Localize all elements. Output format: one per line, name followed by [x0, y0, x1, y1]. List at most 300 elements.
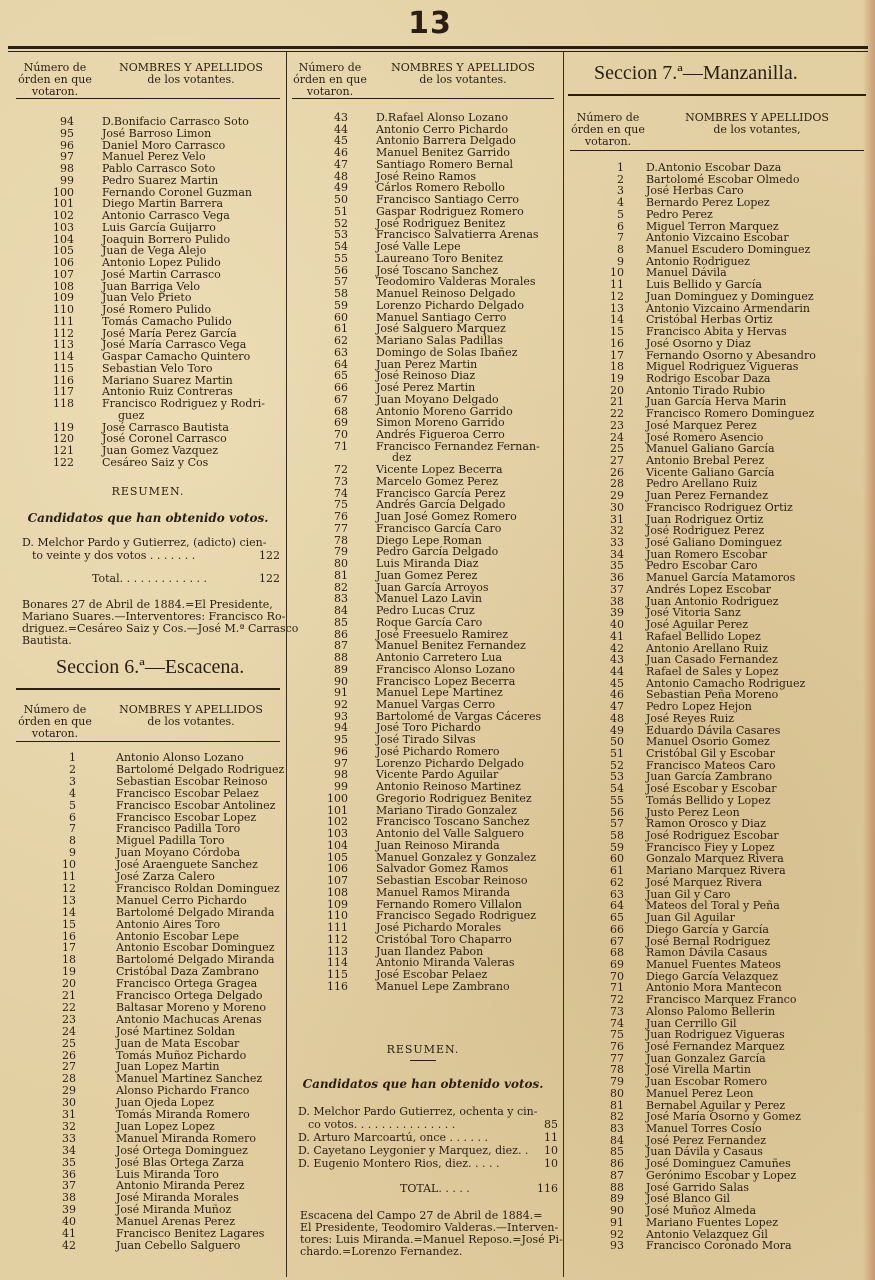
voter-order-number: 56	[334, 263, 348, 277]
voter-order-number: 31	[610, 512, 624, 526]
voter-name: Antonio Moreno Garrido	[376, 404, 513, 418]
voter-row	[292, 840, 558, 852]
voter-name: Bernardo Perez Lopez	[646, 196, 770, 210]
voter-row	[570, 584, 866, 596]
voter-order-number: 58	[334, 287, 348, 301]
voter-order-number: 102	[327, 815, 348, 829]
voter-name: José Araenguete Sanchez	[116, 858, 258, 872]
voter-row	[16, 788, 286, 800]
voter-name: guez	[118, 408, 145, 422]
voter-name: Manuel Benitez Garrido	[376, 146, 510, 160]
voter-order-number: 92	[610, 1227, 624, 1241]
voter-order-number: 36	[610, 571, 624, 585]
voter-row	[292, 617, 558, 629]
voter-name: Sebastian Escobar Reinoso	[376, 874, 528, 888]
voter-order-number: 22	[62, 1000, 76, 1014]
voter-order-number: 39	[610, 606, 624, 620]
voter-row	[570, 877, 866, 889]
voter-name: Antonio Machucas Arenas	[116, 1012, 262, 1026]
voter-order-number: 21	[62, 989, 76, 1002]
voter-name: Manuel Escudero Dominguez	[646, 243, 811, 257]
voter-order-number: 103	[327, 827, 348, 841]
voter-order-number: 109	[327, 897, 348, 911]
voter-order-number: 67	[334, 392, 348, 406]
voter-name: Juan Perez Martin	[376, 357, 478, 371]
voter-name: Manuel Martinez Sanchez	[116, 1072, 263, 1086]
voter-order-number: 2	[69, 762, 76, 776]
voter-order-number: 64	[610, 899, 624, 913]
voter-order-number: 44	[334, 122, 348, 136]
voter-order-number: 4	[69, 786, 76, 800]
voter-order-number: 52	[610, 758, 624, 772]
voter-name: José Zarza Calero	[116, 870, 215, 883]
voter-name: José Coronel Carrasco	[102, 432, 227, 446]
voter-name: Francisco Rodriguez Ortiz	[646, 500, 793, 514]
voter-order-number: 57	[334, 275, 348, 289]
column-divider	[286, 52, 287, 1277]
voter-order-number: 94	[334, 721, 348, 735]
voter-order-number: 2	[617, 172, 624, 186]
voter-name: Antonio Rodriguez	[646, 254, 750, 268]
voter-name: Francisco Fernandez Fernan-	[376, 439, 540, 453]
voter-name: José Marquez Perez	[646, 418, 757, 432]
voter-order-number: 4	[617, 196, 624, 210]
voter-name: Antonio Vizcaino Escobar	[646, 231, 789, 245]
voter-name: Francisco Padilla Toro	[116, 822, 241, 836]
voter-name: Tomás Miranda Romero	[116, 1108, 250, 1121]
voter-order-number: 49	[610, 723, 624, 737]
voter-row	[16, 1121, 286, 1133]
voter-order-number: 59	[334, 298, 348, 312]
voter-order-number: 63	[610, 887, 624, 901]
voter-order-number: 42	[610, 641, 624, 655]
voter-row	[292, 934, 558, 946]
voter-name: José Barroso Limon	[102, 126, 212, 140]
voter-order-number: 79	[610, 1075, 624, 1089]
voter-order-number: 53	[334, 228, 348, 242]
voter-name: Antonio Alonso Lozano	[116, 751, 244, 764]
voter-order-number: 3	[69, 774, 76, 788]
voter-order-number: 101	[53, 197, 74, 211]
voter-row	[570, 666, 866, 678]
voter-name: D.Antonio Escobar Daza	[646, 161, 782, 174]
voter-row	[16, 764, 286, 776]
voter-order-number: 6	[69, 810, 76, 824]
voter-name: Antonio Escobar Dominguez	[116, 941, 275, 955]
voter-name: Francisco Ortega Delgado	[116, 989, 263, 1002]
voter-name: Mateos del Toral y Peña	[646, 899, 780, 913]
voter-order-number: 80	[334, 557, 348, 571]
voter-order-number: 55	[334, 251, 348, 265]
voter-name: Tomás Muñoz Pichardo	[116, 1048, 247, 1062]
voter-name: Andrés Figueroa Cerro	[376, 427, 505, 441]
voter-name: José Reino Ramos	[376, 169, 476, 183]
voter-name: Manuel Gonzalez y Gonzalez	[376, 850, 537, 864]
voter-name: Marcelo Gomez Perez	[376, 474, 499, 488]
voter-name: Manuel Ramos Miranda	[376, 885, 511, 899]
voter-name: José Salguero Marquez	[376, 322, 506, 336]
voter-name: Roque García Caro	[376, 615, 483, 629]
voter-row	[570, 373, 866, 385]
voter-name: Mariano Fuentes Lopez	[646, 1215, 779, 1229]
voter-order-number: 116	[53, 373, 74, 387]
voter-name: Francisco Roldan Dominguez	[116, 881, 280, 895]
voter-name: Juan Ilandez Pabon	[376, 944, 484, 958]
voter-name: Juan Gomez Vazquez	[102, 444, 218, 457]
voter-order-number: 41	[610, 629, 624, 643]
voter-name: Antonio Carrasco Vega	[102, 209, 230, 222]
voter-name: José Pichardo Romero	[376, 744, 500, 758]
voter-name: Diego García y García	[646, 922, 769, 936]
voter-order-number: 112	[327, 932, 348, 946]
voter-order-number: 24	[610, 430, 624, 444]
resumen-heading-2: RESUMEN.	[386, 1043, 460, 1056]
voter-name: Juan Gil Aguilar	[646, 911, 735, 925]
voter-order-number: 92	[334, 698, 348, 711]
voter-row	[570, 1088, 866, 1100]
voter-name: Rodrigo Escobar Daza	[646, 371, 771, 385]
voter-order-number: 26	[610, 465, 624, 479]
voter-name: Antonio Brebal Perez	[646, 454, 765, 467]
voter-row	[16, 1133, 286, 1145]
voter-row	[292, 429, 558, 441]
voter-order-number: 56	[610, 805, 624, 819]
voter-name: José Vitoria Sanz	[646, 606, 741, 620]
voter-name: Mariano Suarez Martin	[102, 373, 233, 387]
voter-name: Lorenzo Pichardo Delgado	[376, 298, 524, 312]
voter-row	[16, 316, 286, 328]
voter-row	[292, 394, 558, 406]
voter-name: Antonio del Valle Salguero	[376, 827, 525, 841]
voter-order-number: 43	[610, 653, 624, 667]
voter-name: Manuel Perez Leon	[646, 1086, 754, 1100]
voter-order-number: 52	[334, 216, 348, 230]
voter-order-number: 61	[610, 864, 624, 878]
voter-name: Manuel Benitez Fernandez	[376, 639, 526, 653]
candidate-line: D. Eugenio Montero Rios, diez. . . . . 10	[298, 1157, 558, 1170]
voter-order-number: 111	[53, 314, 74, 328]
voter-order-number: 71	[610, 981, 624, 995]
voter-name: José Tirado Silvas	[376, 733, 476, 747]
voter-order-number: 105	[53, 244, 74, 258]
voter-row	[292, 664, 558, 676]
voter-order-number: 30	[62, 1096, 76, 1110]
voter-order-number: 28	[62, 1072, 76, 1086]
voter-row	[16, 1014, 286, 1026]
voter-order-number: 98	[334, 768, 348, 782]
voter-order-number: 116	[327, 979, 348, 993]
voter-order-number: 32	[610, 524, 624, 538]
voter-order-number: 104	[53, 232, 74, 246]
voter-order-number: 98	[60, 162, 74, 175]
voter-order-number: 69	[610, 957, 624, 971]
voter-order-number: 107	[53, 267, 74, 281]
voter-name: Cárlos Romero Rebollo	[376, 181, 505, 195]
voter-name: Manuel Torres Cosío	[646, 1122, 762, 1136]
voter-order-number: 55	[610, 793, 624, 807]
voter-order-number: 20	[62, 977, 76, 991]
voter-order-number: 15	[610, 325, 624, 339]
voter-order-number: 85	[334, 615, 348, 629]
voter-name: Manuel García Matamoros	[646, 571, 796, 585]
voter-row	[570, 338, 866, 350]
voter-order-number: 45	[610, 676, 624, 690]
voter-order-number: 78	[334, 533, 348, 547]
voter-name: José Reyes Ruiz	[646, 711, 735, 725]
voter-name: Gonzalo Marquez Rivera	[646, 852, 784, 866]
voter-name: Francisco Salvatierra Arenas	[376, 228, 539, 242]
closing-note: Bonares 27 de Abril de 1884.=El Presidente,	[22, 598, 273, 611]
voter-row	[16, 398, 286, 410]
voter-name: Gerónimo Escobar y Lopez	[646, 1168, 797, 1182]
voter-order-number: 50	[610, 735, 624, 749]
voter-order-number: 17	[610, 348, 624, 362]
voter-row	[570, 197, 866, 209]
voter-name: Simon Moreno Garrido	[376, 416, 505, 430]
voter-name: Juan Dominguez y Dominguez	[646, 289, 814, 303]
top-rule	[8, 46, 868, 49]
voter-name: Francisco Romero Dominguez	[646, 407, 815, 421]
voter-order-number: 62	[334, 334, 348, 348]
voter-order-number: 74	[334, 486, 348, 500]
voter-order-number: 51	[334, 204, 348, 218]
voter-order-number: 100	[327, 791, 348, 805]
voter-name: Bartolomé Delgado Miranda	[116, 905, 275, 919]
voter-row	[16, 1026, 286, 1038]
voter-order-number: 25	[610, 442, 624, 456]
voter-order-number: 27	[610, 454, 624, 467]
voter-name: José Rodriguez Perez	[646, 524, 765, 538]
voter-order-number: 122	[53, 455, 74, 469]
voter-order-number: 112	[53, 326, 74, 340]
voter-order-number: 21	[610, 395, 624, 409]
voter-name: Francisco Abita y Hervas	[646, 325, 787, 339]
voter-name: Juan Cebello Salguero	[116, 1238, 241, 1252]
voter-name: Cristóbal Herbas Ortiz	[646, 313, 773, 327]
voter-order-number: 76	[334, 510, 348, 524]
voter-order-number: 74	[610, 1016, 624, 1030]
voter-order-number: 115	[53, 361, 74, 375]
voter-order-number: 72	[334, 463, 348, 477]
voter-order-number: 88	[610, 1180, 624, 1194]
voter-name: Francisco Segado Rodriguez	[376, 909, 537, 923]
voter-order-number: 20	[610, 383, 624, 397]
voter-order-number: 26	[62, 1048, 76, 1062]
voter-order-number: 32	[62, 1119, 76, 1133]
voter-order-number: 82	[610, 1110, 624, 1124]
closing-note: driguez.=Cesáreo Saiz y Cos.—José M.ª Carrasco	[22, 622, 299, 635]
closing-note: Mariano Suares.—Interventores: Francisco Ro-	[22, 610, 286, 623]
voter-order-number: 86	[610, 1157, 624, 1171]
voter-order-number: 33	[62, 1131, 76, 1145]
voter-row	[16, 222, 286, 234]
voter-name: José Rodriguez Escobar	[646, 829, 779, 843]
voter-order-number: 38	[610, 594, 624, 608]
voter-name: José Perez Fernandez	[646, 1133, 767, 1147]
voter-name: Antonio Mora Mantecon	[646, 981, 782, 995]
voter-order-number: 70	[610, 969, 624, 983]
voter-name: José Aguilar Perez	[646, 618, 749, 632]
voter-order-number: 114	[53, 350, 74, 363]
voter-order-number: 67	[610, 934, 624, 948]
voter-row	[16, 1038, 286, 1050]
voter-order-number: 100	[53, 185, 74, 199]
voter-name: Francisco García Perez	[376, 486, 506, 500]
voter-order-number: 37	[610, 582, 624, 596]
voter-order-number: 10	[610, 266, 624, 280]
voter-order-number: 70	[334, 427, 348, 441]
voter-order-number: 77	[334, 521, 348, 535]
voter-name: José Virella Martin	[646, 1063, 751, 1077]
voter-row	[16, 1145, 286, 1157]
voter-name: Bernabel Aguilar y Perez	[646, 1098, 786, 1112]
voter-name: Andrés Lopez Escobar	[646, 582, 772, 596]
voter-name: José Miranda Muñoz	[116, 1203, 232, 1217]
voter-name: Manuel Fuentes Mateos	[646, 957, 781, 971]
voter-order-number: 37	[62, 1179, 76, 1193]
total-line: Total. . . . . . . . . . . . . 122	[92, 572, 280, 585]
voter-name: Francisco Lopez Becerra	[376, 674, 516, 688]
voter-order-number: 15	[62, 917, 76, 931]
voter-row	[570, 713, 866, 725]
voter-order-number: 40	[62, 1215, 76, 1229]
voter-name: Teodomiro Valderas Morales	[376, 275, 536, 289]
column-divider	[563, 52, 564, 1277]
voter-order-number: 44	[610, 664, 624, 678]
voter-row	[292, 159, 558, 171]
voter-name: Juan Gonzalez García	[646, 1051, 766, 1065]
voter-name: Miguel Rodriguez Vigueras	[646, 360, 799, 374]
voter-order-number: 59	[610, 840, 624, 854]
voter-order-number: 97	[60, 150, 74, 164]
voter-name: Justo Perez Leon	[646, 805, 740, 819]
voter-order-number: 12	[62, 881, 76, 895]
voter-name: Laureano Toro Benitez	[376, 251, 503, 265]
voter-order-number: 25	[62, 1036, 76, 1050]
voter-name: Bartolomé Delgado Rodriguez	[116, 762, 285, 776]
voter-name: Juan de Vega Alejo	[102, 244, 207, 258]
candidate-line: D. Cayetano Leygonier y Marquez, diez. . 10	[298, 1144, 558, 1157]
voter-order-number: 31	[62, 1108, 76, 1121]
voter-order-number: 110	[53, 303, 74, 316]
voter-order-number: 9	[617, 254, 624, 268]
closing-note-2: Escacena del Campo 27 de Abril de 1884.=	[300, 1209, 543, 1222]
voter-order-number: 78	[610, 1063, 624, 1077]
col1-header-names: NOMBRES Y APELLIDOS de los votantes.	[119, 61, 263, 86]
voter-order-number: 82	[334, 580, 348, 594]
voter-row	[570, 209, 866, 221]
voter-name: Juan García Herva Marin	[646, 395, 787, 409]
voter-name: Manuel Galiano García	[646, 442, 775, 456]
voter-name: Pedro Arellano Ruiz	[646, 477, 758, 491]
voter-name: Gaspar Camacho Quintero	[102, 350, 251, 363]
voter-order-number: 119	[53, 420, 74, 434]
voter-order-number: 45	[334, 134, 348, 148]
voter-row	[16, 269, 286, 281]
voter-name: José Bernal Rodriguez	[646, 934, 771, 948]
voter-order-number: 114	[327, 956, 348, 970]
voter-order-number: 47	[610, 700, 624, 714]
voter-order-number: 48	[610, 711, 624, 725]
voter-row	[292, 523, 558, 535]
candidate-line: D. Arturo Marcoartú, once . . . . . . 11	[298, 1131, 558, 1144]
voter-name: Juan Rodriguez Ortiz	[646, 512, 764, 526]
voter-name: Juan Moyano Córdoba	[116, 846, 241, 860]
voter-name: Sebastian Peña Moreno	[646, 688, 779, 702]
voter-order-number: 47	[334, 157, 348, 171]
voter-row	[16, 175, 286, 187]
voter-name: Vicente Lopez Becerra	[376, 463, 503, 477]
voter-order-number: 39	[62, 1203, 76, 1217]
voter-name: D.Rafael Alonso Lozano	[376, 111, 509, 124]
voter-name: Alonso Palomo Bellerin	[646, 1004, 776, 1018]
voter-name: Mariano Marquez Rivera	[646, 864, 786, 878]
voter-name: José Romero Pulido	[102, 303, 212, 316]
section-rule	[16, 688, 280, 690]
voter-name: Antonio Vizcaino Armendarin	[646, 301, 810, 315]
voter-order-number: 110	[327, 909, 348, 923]
voter-name: Antonio Reinoso Martinez	[376, 780, 521, 794]
voter-order-number: 46	[610, 688, 624, 702]
top-rule-thin	[8, 51, 868, 52]
voter-order-number: 87	[610, 1168, 624, 1182]
col2-header-rule	[292, 98, 554, 99]
voter-name: Fernando Osorno y Abesandro	[646, 348, 816, 362]
voter-row	[16, 1002, 286, 1014]
voter-name: Juan Ojeda Lopez	[116, 1096, 214, 1110]
voter-order-number: 46	[334, 146, 348, 160]
voter-order-number: 5	[617, 207, 624, 221]
voter-row	[16, 1157, 286, 1169]
col1b-header-num: Número de órden en que votaron.	[18, 703, 92, 740]
voter-row	[570, 502, 866, 514]
voter-row	[16, 919, 286, 931]
voter-name: Antonio Tirado Rubio	[646, 383, 766, 397]
voter-name: Pedro García Delgado	[376, 545, 499, 559]
voter-name: José Reinoso Diaz	[376, 369, 476, 383]
voter-order-number: 104	[327, 838, 348, 852]
voter-order-number: 54	[610, 782, 624, 796]
voter-order-number: 68	[610, 946, 624, 960]
voter-row	[570, 420, 866, 432]
voter-name: Diego Lepe Roman	[376, 533, 482, 547]
voter-name: Francisco Benitez Lagares	[116, 1227, 265, 1240]
voter-order-number: 1	[69, 751, 76, 764]
voter-order-number: 86	[334, 627, 348, 641]
voter-name: José Rodriguez Benitez	[376, 216, 506, 230]
voter-row	[16, 457, 286, 469]
voter-order-number: 5	[69, 798, 76, 812]
voter-order-number: 23	[62, 1012, 76, 1026]
voter-order-number: 68	[334, 404, 348, 418]
voter-name: José Fernandez Marquez	[646, 1040, 785, 1053]
short-rule	[410, 1060, 436, 1061]
voter-row	[292, 476, 558, 488]
voter-row	[292, 206, 558, 218]
voter-name: Manuel Osorio Gomez	[646, 735, 770, 749]
voter-name: José Valle Lepe	[376, 240, 461, 254]
voter-order-number: 60	[334, 310, 348, 324]
voter-name: Juan de Mata Escobar	[116, 1036, 240, 1050]
col3-header-rule	[570, 150, 864, 151]
voter-order-number: 73	[610, 1004, 624, 1018]
voter-name: José María Perez García	[102, 326, 237, 340]
voter-order-number: 120	[53, 432, 74, 446]
voter-order-number: 85	[610, 1145, 624, 1159]
candidate-line: co votos. . . . . . . . . . . . . . . 85	[308, 1118, 558, 1131]
voter-order-number: 105	[327, 850, 348, 864]
voter-order-number: 43	[334, 111, 348, 124]
